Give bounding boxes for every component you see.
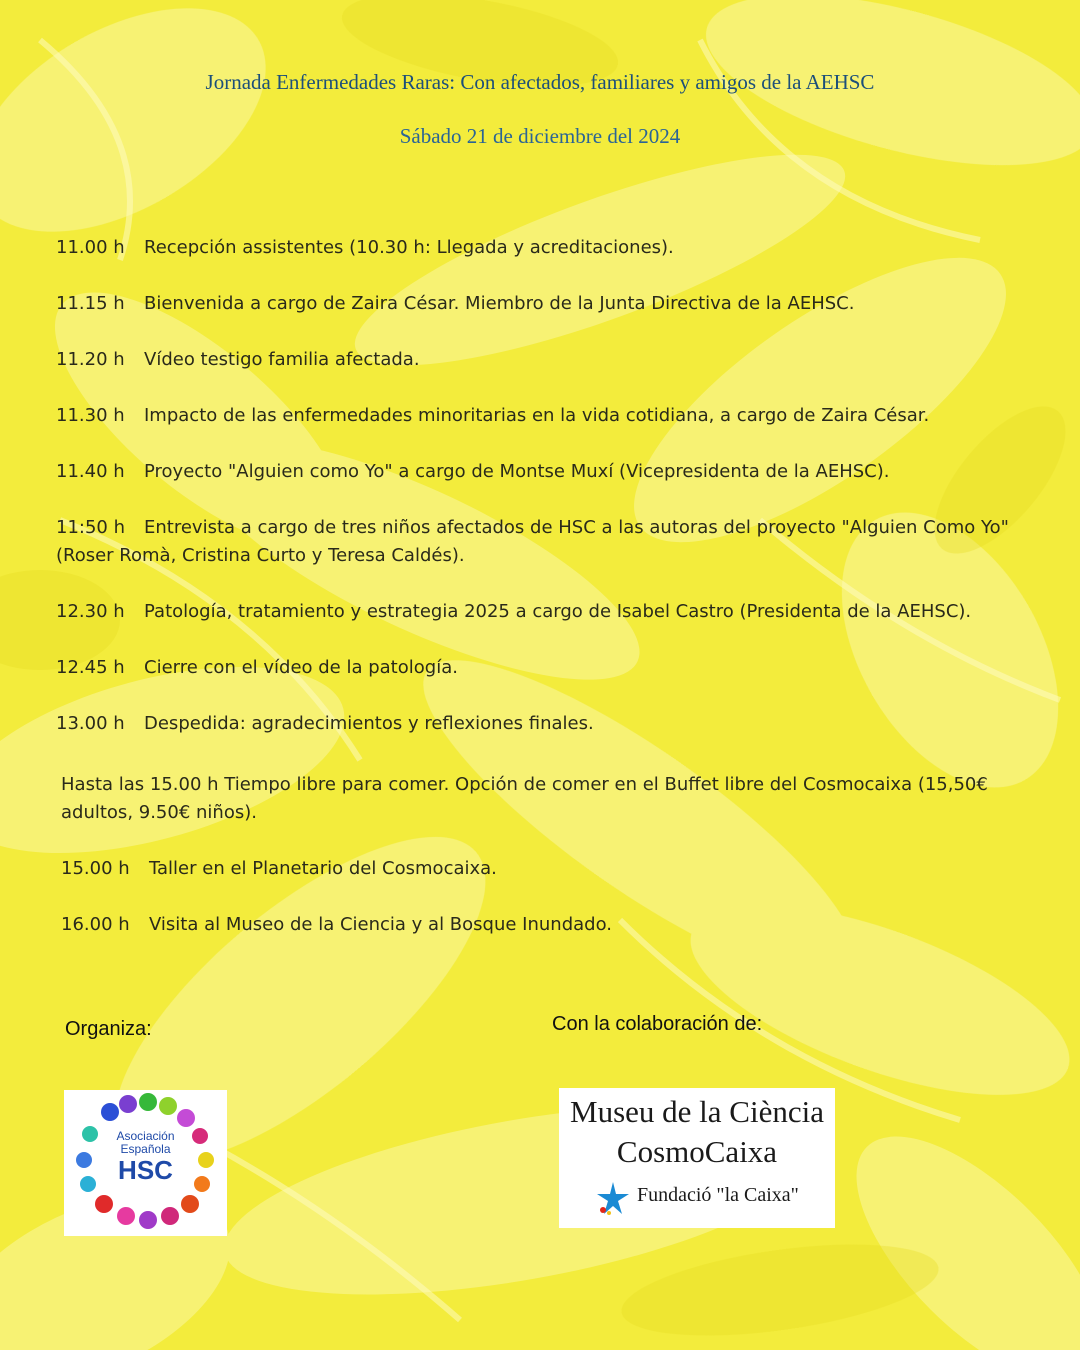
la-caixa-star-icon (595, 1180, 631, 1216)
agenda-time: 13.00 h (56, 713, 125, 734)
agenda-text: Proyecto "Alguien como Yo" a cargo de Montse Muxí (Vicepresidenta de la AEHSC). (144, 461, 890, 482)
organiza-label: Organiza: (65, 1018, 152, 1040)
agenda-item (56, 290, 1046, 318)
agenda-text: Taller en el Planetario del Cosmocaixa. (149, 858, 497, 879)
agenda-time: 11.30 h (56, 405, 125, 426)
aehsc-line2: Española (120, 1142, 171, 1156)
aehsc-line3: HSC (118, 1155, 173, 1185)
agenda-item (56, 598, 1046, 626)
agenda-item (56, 514, 1046, 570)
agenda-time: 16.00 h (61, 914, 130, 935)
lunch-note: Hasta las 15.00 h Tiempo libre para comer. Opción de comer en el Buffet libre del Cosmocaixa (15,50€ adultos, 9.50€ niños). (61, 774, 988, 823)
agenda-text: Patología, tratamiento y estrategia 2025 a cargo de Isabel Castro (Presidenta de la AEHSC). (144, 601, 972, 622)
agenda-item (56, 710, 1046, 738)
agenda-time: 11.40 h (56, 461, 125, 482)
museu-line2: CosmoCaixa (616, 1134, 778, 1169)
aehsc-logo (64, 1090, 227, 1236)
agenda-text: Despedida: agradecimientos y reflexiones finales. (144, 713, 594, 734)
event-title: Jornada Enfermedades Raras: Con afectados, familiares y amigos de la AEHSC (205, 70, 875, 94)
agenda-time: 11.15 h (56, 293, 125, 314)
agenda-text: Entrevista a cargo de tres niños afectados de HSC a las autoras del proyecto "Alguien Como Yo" (Roser Romà, Cristina Curto y Teresa Caldés). (56, 517, 1009, 566)
agenda-time: 11:50 h (56, 517, 126, 538)
agenda-text: Cierre con el vídeo de la patología. (144, 657, 458, 678)
agenda-text: Recepción assistentes (10.30 h: Llegada y acreditaciones). (144, 237, 674, 258)
museu-line1: Museu de la Ciència (570, 1094, 824, 1129)
agenda-item (61, 855, 1051, 883)
agenda-text: Bienvenida a cargo de Zaira César. Miembro de la Junta Directiva de la AEHSC. (144, 293, 855, 314)
fundacio-text: Fundació "la Caixa" (637, 1184, 799, 1206)
agenda-text: Impacto de las enfermedades minoritarias en la vida cotidiana, a cargo de Zaira César. (144, 405, 930, 426)
agenda-item (56, 654, 1046, 682)
agenda-time: 12.30 h (56, 601, 125, 622)
cosmocaixa-logo (559, 1088, 835, 1228)
agenda-item (61, 911, 1051, 939)
agenda-time: 11.00 h (56, 237, 125, 258)
event-date: Sábado 21 de diciembre del 2024 (399, 124, 681, 148)
colaboracion-label: Con la colaboración de: (552, 1013, 763, 1035)
agenda-item (56, 346, 1046, 374)
agenda-text: Vídeo testigo familia afectada. (144, 349, 420, 370)
agenda-time: 12.45 h (56, 657, 125, 678)
agenda-item (56, 402, 1046, 430)
aehsc-line1: Asociación (116, 1129, 175, 1143)
agenda-time: 15.00 h (61, 858, 130, 879)
agenda-time: 11.20 h (56, 349, 125, 370)
agenda-item (56, 458, 1046, 486)
agenda-item (56, 234, 1046, 262)
agenda-text: Visita al Museo de la Ciencia y al Bosque Inundado. (149, 914, 612, 935)
